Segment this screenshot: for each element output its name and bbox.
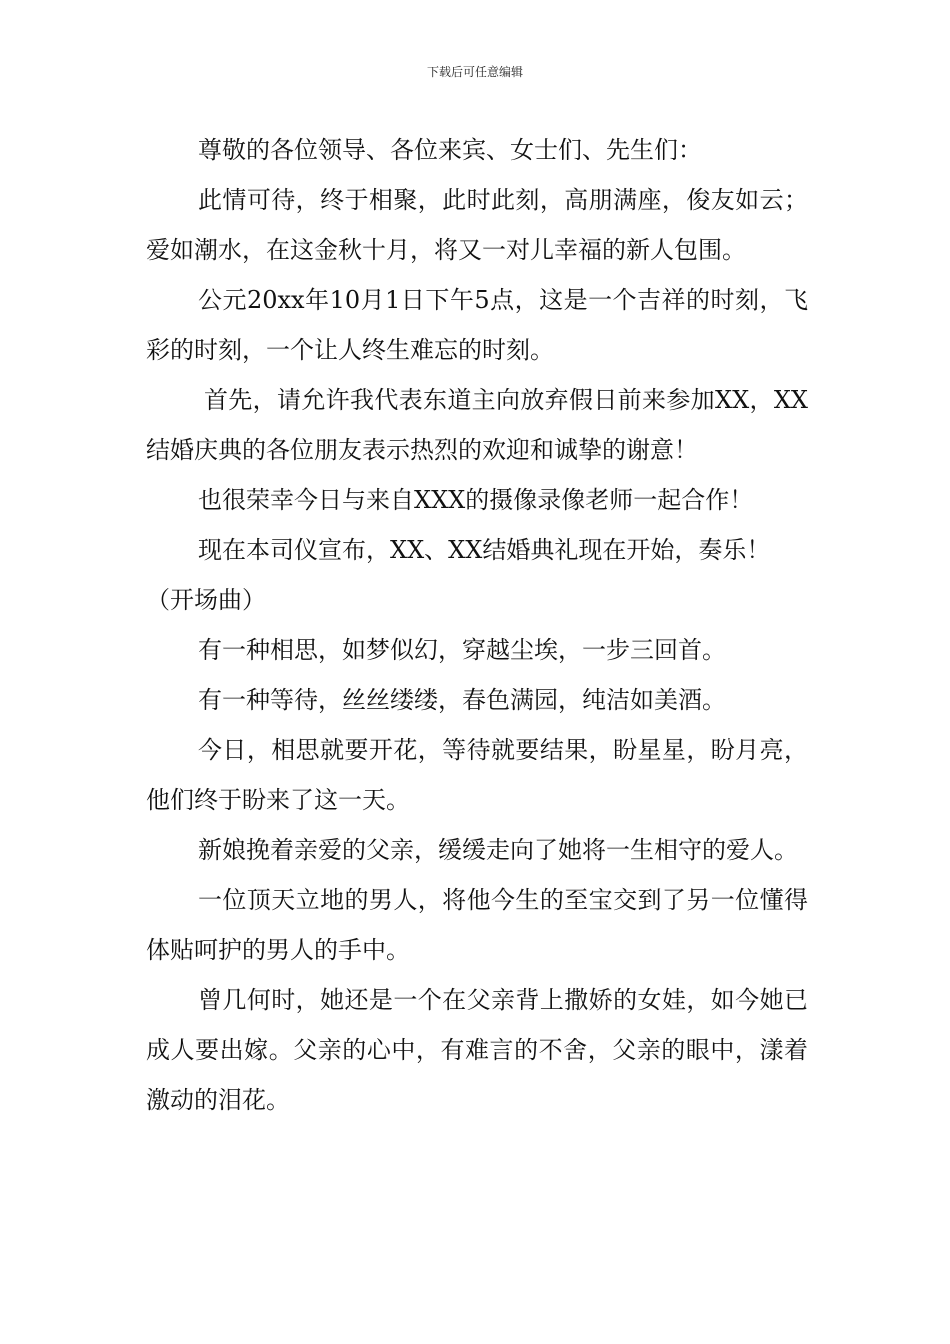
- paragraph-handover: 一位顶天立地的男人，将他今生的至宝交到了另一位懂得体贴呵护的男人的手中。: [146, 886, 808, 964]
- paragraph-salutation: 尊敬的各位领导、各位来宾、女士们、先生们：: [198, 136, 702, 164]
- paragraph-today: 今日，相思就要开花，等待就要结果，盼星星，盼月亮，他们终于盼来了这一天。: [146, 736, 808, 814]
- paragraph-father: 曾几何时，她还是一个在父亲背上撒娇的女娃，如今她已成人要出嫁。父亲的心中，有难言的不舍，父亲的眼中，漾着激动的泪花。: [146, 986, 808, 1114]
- paragraph-gathering: 此情可待，终于相聚，此时此刻，高朋满座，俊友如云；爱如潮水，在这金秋十月，将又一对儿幸福的新人包围。: [146, 186, 808, 264]
- paragraph-opening-song: （开场曲）: [146, 586, 266, 614]
- paragraph-bride-entrance: 新娘挽着亲爱的父亲，缓缓走向了她将一生相守的爱人。: [198, 836, 798, 864]
- document-body: [146, 125, 808, 1125]
- paragraph-longing: 有一种相思，如梦似幻，穿越尘埃，一步三回首。: [198, 636, 726, 664]
- paragraph-waiting: 有一种等待，丝丝缕缕，春色满园，纯洁如美酒。: [198, 686, 726, 714]
- paragraph-welcome: 首先，请允许我代表东道主向放弃假日前来参加XX，XX结婚庆典的各位朋友表示热烈的欢迎和诚挚的谢意！: [146, 386, 808, 464]
- paragraph-date: 公元20xx年10月1日下午5点，这是一个吉祥的时刻，飞彩的时刻，一个让人终生难忘的时刻。: [146, 286, 808, 364]
- paragraph-cooperation: 也很荣幸今日与来自XXX的摄像录像老师一起合作！: [198, 486, 754, 514]
- page-header: 下载后可任意编辑: [426, 65, 523, 79]
- paragraph-announcement: 现在本司仪宣布，XX、XX结婚典礼现在开始，奏乐！: [198, 536, 771, 564]
